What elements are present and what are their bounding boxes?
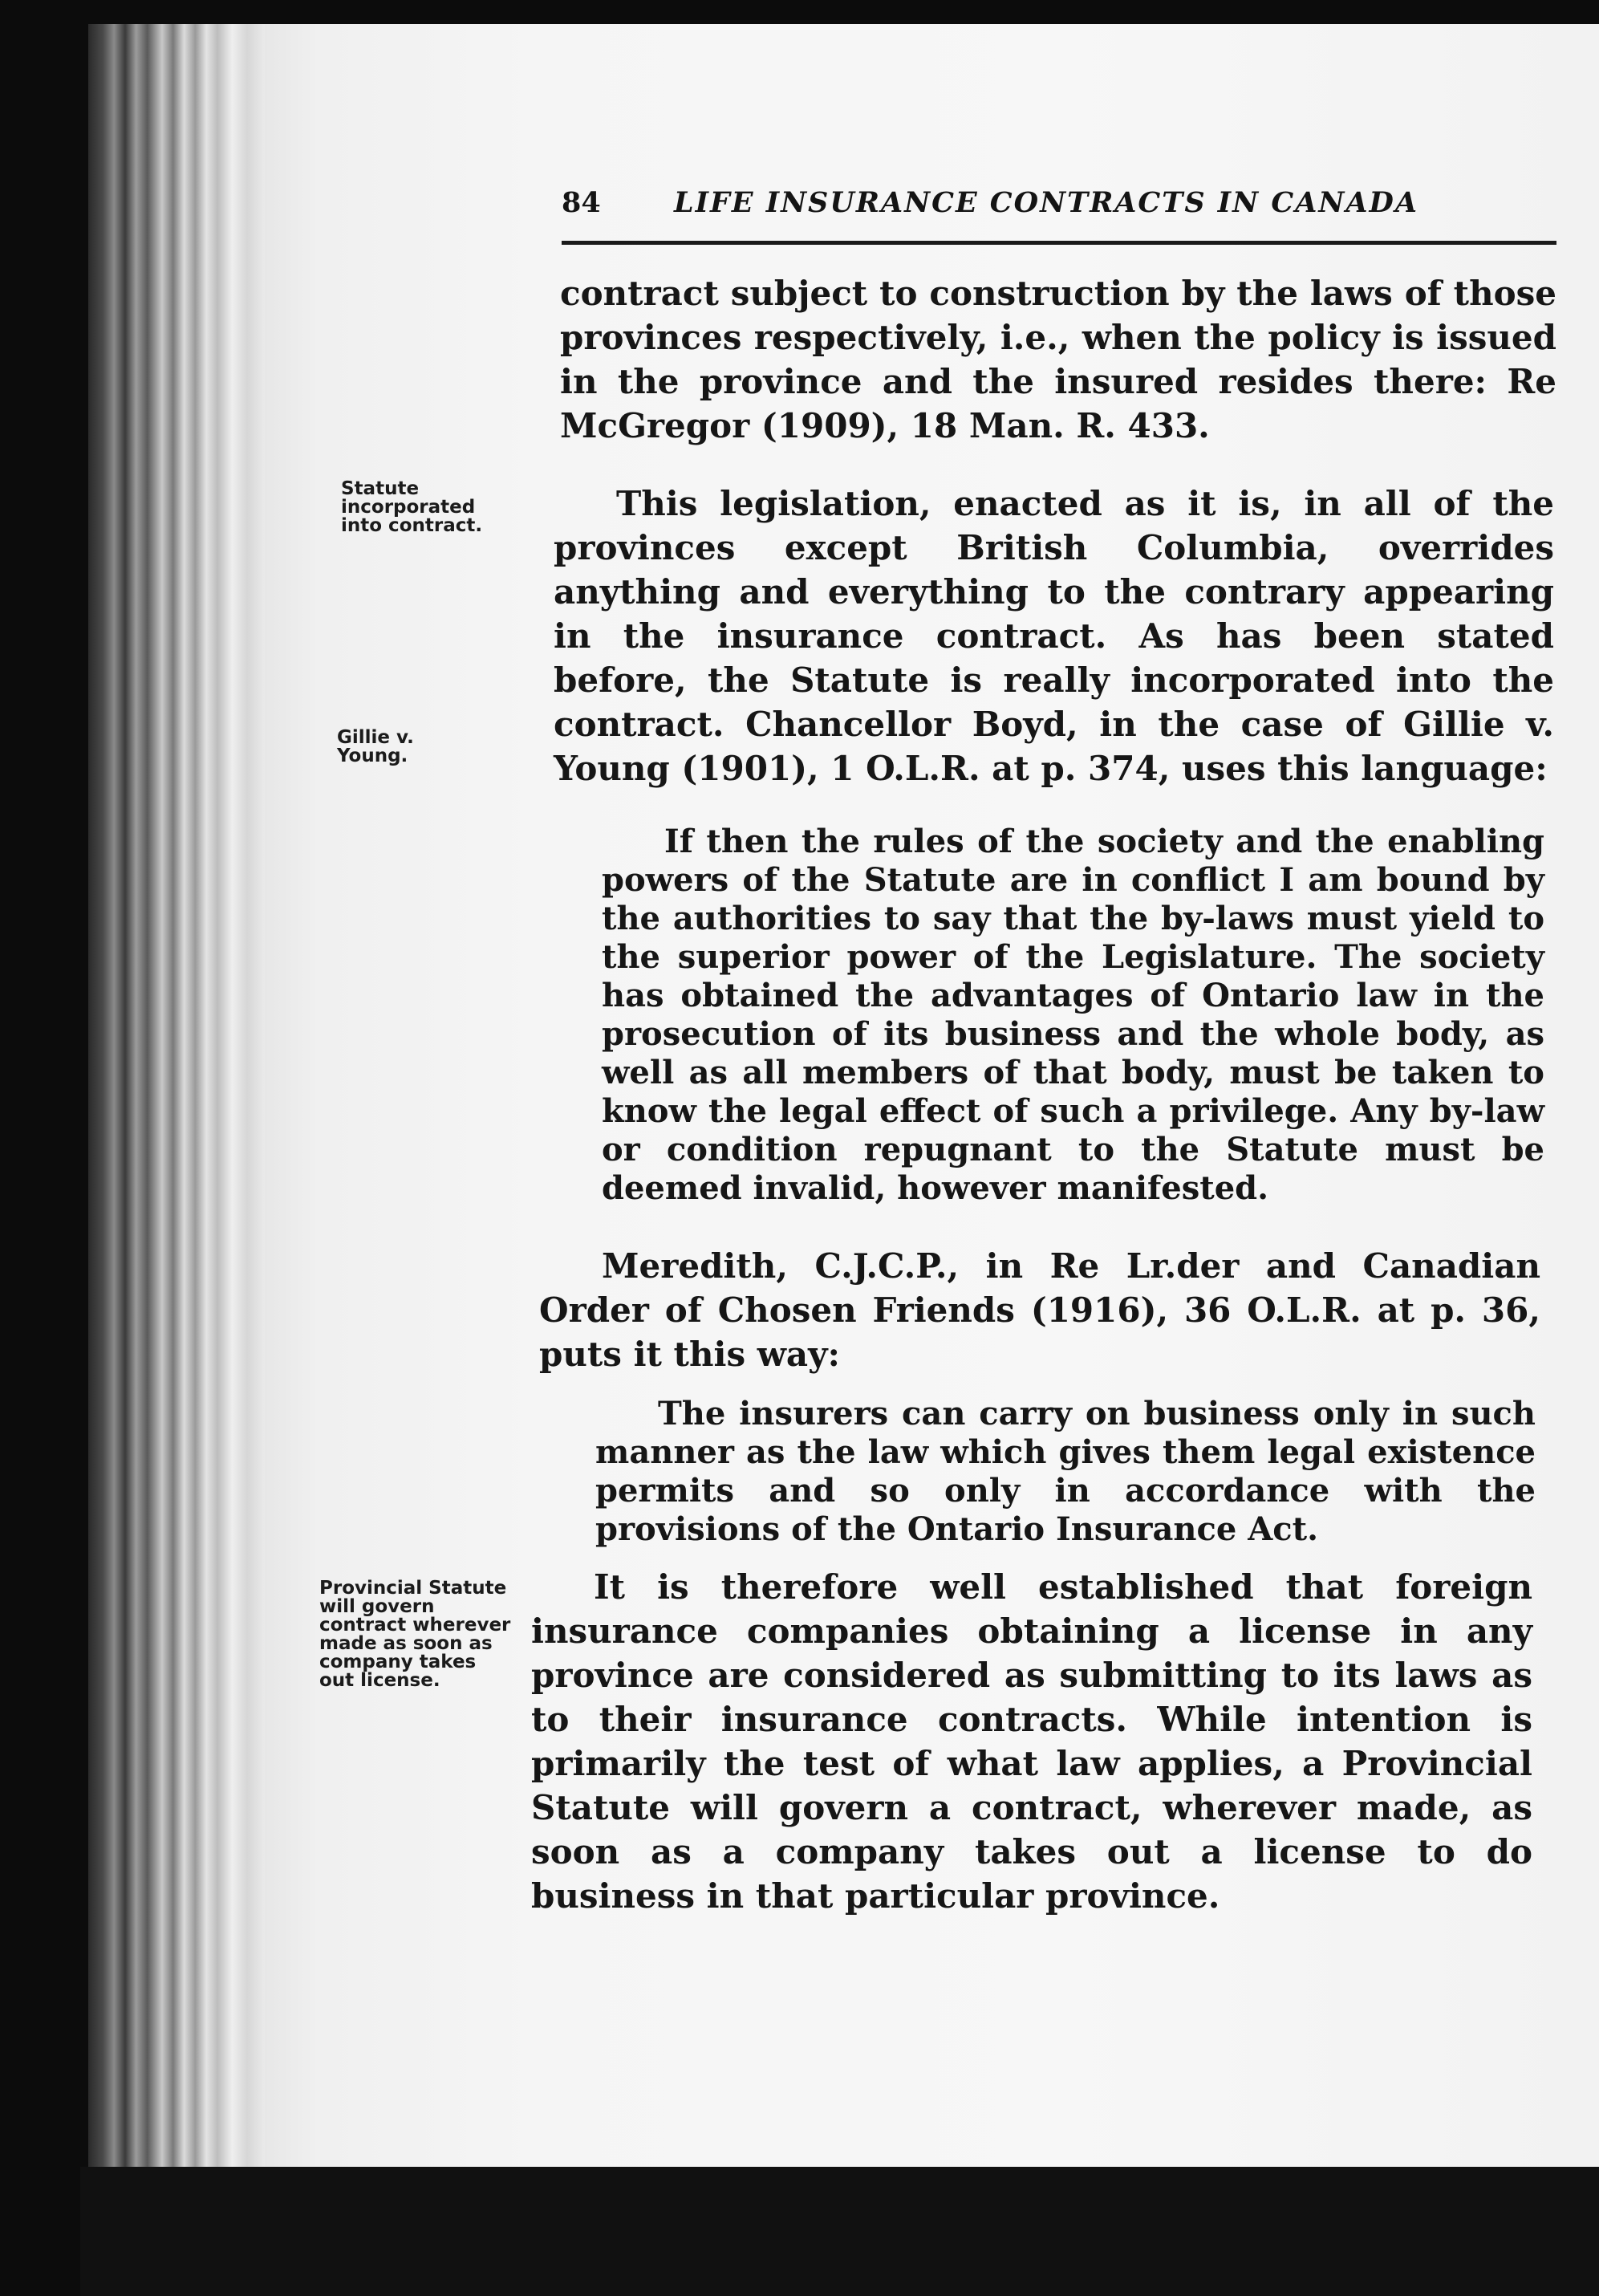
quote-1: If then the rules of the society and the enabling powers of the Statute are in conflict I am bound by the authorities to say that the by-laws must yield to the superior power of the Legislature. The society has obtained the advantages of Ontario law in the prosecution of its business and the whole body, as well as all members of that body, must be taken to know the legal effect of such a privilege. Any by-law or condition repugnant to the Statute must be deemed invalid, however manifested. [602, 823, 1544, 1207]
page-edges [88, 24, 273, 2183]
running-title: LIFE INSURANCE CONTRACTS IN CANADA [674, 186, 1419, 219]
running-head [562, 186, 1556, 236]
sidenote-gillie-young: Gillie v. Young. [337, 727, 414, 766]
paragraph-3: Meredith, C.J.C.P., in Re Lr.der and Canadian Order of Chosen Friends (1916), 36 O.L.R. at p. 36, puts it this way: [539, 1246, 1540, 1374]
page-number: 84 [562, 186, 601, 219]
quote-2: The insurers can carry on business only in such manner as the law which gives them legal existence permits and so only in accordance with the provisions of the Ontario Insurance Act. [595, 1395, 1536, 1548]
paragraph-2: This legislation, enacted as it is, in all of the provinces except British Columbia, overrides anything and everything to the contrary appearing in the insurance contract. As has been stated before, the Statute is really incorporated into the contract. Chancellor Boyd, in the case of Gillie v. Young (1901), 1 O.L.R. at p. 374, uses this language: [554, 484, 1554, 788]
sidenote-provincial-statute: Provincial Statute will govern contract wherever made as soon as company takes out license. [319, 1578, 511, 1691]
sidenote-statute-incorporated: Statute incorporated into contract. [341, 478, 483, 536]
paragraph-1: contract subject to construction by the laws of those provinces respectively, i.e., when the policy is issued in the province and the insured resides there: Re McGregor (1909), 18 Man. R. 433. [560, 274, 1556, 445]
paragraph-4: It is therefore well established that foreign insurance companies obtaining a license in any province are considered as submitting to its laws as to their insurance contracts. While intention is primarily the test of what law applies, a Provincial Statute will govern a contract, wherever made, as soon as a company takes out a license to do business in that particular province. [531, 1567, 1532, 1916]
header-rule [562, 241, 1556, 245]
bottom-shadow [80, 2167, 1599, 2296]
